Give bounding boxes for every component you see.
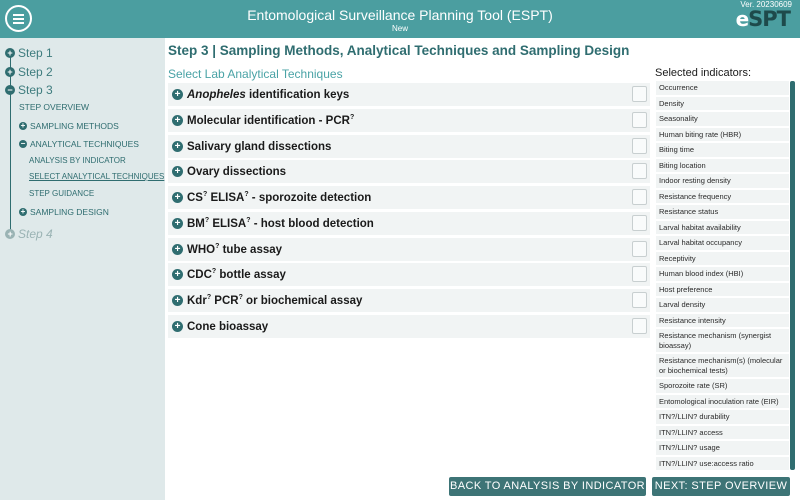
technique-row-cs-elisa[interactable] — [168, 186, 650, 209]
sidebar-analytical-techniques[interactable]: − ANALYTICAL TECHNIQUES — [20, 139, 139, 149]
page-title: Step 3 | Sampling Methods, Analytical Techniques and Sampling Design — [168, 43, 630, 58]
info-icon: ? — [244, 191, 249, 199]
indicator-item: Host preference — [656, 283, 789, 297]
technique-checkbox[interactable] — [632, 86, 647, 102]
technique-label: WHO? tube assay — [187, 243, 283, 256]
expand-icon[interactable]: + — [172, 115, 183, 126]
info-icon: ? — [246, 217, 251, 225]
expand-icon[interactable]: + — [172, 295, 183, 306]
expand-icon[interactable]: + — [172, 166, 183, 177]
expand-icon[interactable]: + — [172, 269, 183, 280]
indicator-item: Resistance frequency — [656, 190, 789, 204]
technique-checkbox[interactable] — [632, 318, 647, 334]
technique-checkbox[interactable] — [632, 266, 647, 282]
plus-icon: + — [5, 229, 15, 239]
technique-row-kdr-pcr[interactable] — [168, 289, 650, 312]
indicator-item: Larval density — [656, 298, 789, 312]
app-subtitle: New — [391, 24, 408, 33]
logo-e: e — [735, 7, 749, 31]
indicator-item: ITN?/LLIN? access — [656, 426, 789, 440]
next-step-overview-button[interactable]: NEXT: STEP OVERVIEW — [652, 477, 790, 496]
minus-icon: − — [5, 85, 15, 95]
plus-icon: + — [20, 207, 26, 216]
indicator-item: ITN?/LLIN? durability — [656, 410, 789, 424]
indicators-scrollbar[interactable] — [790, 81, 795, 470]
info-icon: ? — [349, 114, 355, 122]
indicator-item: ITN?/LLIN? usage — [656, 441, 789, 455]
technique-row-who-tube[interactable] — [168, 238, 650, 261]
indicator-item: Resistance mechanism (synergist bioassay) — [656, 329, 789, 352]
sidebar-step-1[interactable]: + Step 1 — [5, 46, 53, 60]
app-title: Entomological Surveillance Planning Tool (ESPT) — [247, 7, 553, 23]
technique-checkbox[interactable] — [632, 241, 647, 257]
technique-label: CDC? bottle assay — [187, 268, 286, 281]
info-icon: ? — [215, 243, 220, 251]
technique-label: Anopheles identification keys — [187, 88, 350, 101]
expand-icon[interactable]: + — [172, 192, 183, 203]
technique-label: Kdr? PCR? or biochemical assay — [187, 294, 363, 307]
technique-row-cone-bioassay[interactable] — [168, 315, 650, 338]
espt-logo — [736, 7, 790, 31]
indicator-item: Resistance intensity — [656, 314, 789, 328]
expand-icon[interactable]: + — [172, 244, 183, 255]
technique-label: Salivary gland dissections — [187, 140, 332, 153]
technique-checkbox[interactable] — [632, 292, 647, 308]
technique-checkbox[interactable] — [632, 138, 647, 154]
technique-checkbox[interactable] — [632, 215, 647, 231]
back-to-analysis-button[interactable]: BACK TO ANALYSIS BY INDICATOR — [449, 477, 646, 496]
indicator-item: Resistance mechanism(s) (molecular or biochemical tests) — [656, 354, 789, 377]
version-label: Ver. 20230609 — [740, 0, 792, 9]
sidebar-analysis-by-indicator[interactable]: ANALYSIS BY INDICATOR — [29, 156, 126, 165]
sidebar-step-4[interactable]: + Step 4 — [5, 227, 53, 241]
expand-icon[interactable]: + — [172, 141, 183, 152]
indicator-item: Indoor resting density — [656, 174, 789, 188]
section-title: Select Lab Analytical Techniques — [168, 67, 343, 81]
indicator-item: Receptivity — [656, 252, 789, 266]
info-icon: ? — [206, 294, 212, 302]
indicator-item: Entomological inoculation rate (EIR) — [656, 395, 789, 409]
technique-checkbox[interactable] — [632, 189, 647, 205]
indicator-item: Occurrence — [656, 81, 789, 95]
indicator-item: Human biting rate (HBR) — [656, 128, 789, 142]
technique-checkbox[interactable] — [632, 163, 647, 179]
sidebar-select-analytical-techniques[interactable]: SELECT ANALYTICAL TECHNIQUES — [29, 172, 165, 181]
sidebar-step-3[interactable]: − Step 3 — [5, 83, 53, 97]
technique-label: Ovary dissections — [187, 165, 287, 178]
minus-icon: − — [20, 139, 26, 148]
sidebar-step-2[interactable]: + Step 2 — [5, 65, 53, 79]
indicator-item: Seasonality — [656, 112, 789, 126]
technique-checkbox[interactable] — [632, 112, 647, 128]
indicator-item: Larval habitat occupancy — [656, 236, 789, 250]
indicator-item: Resistance status — [656, 205, 789, 219]
info-icon: ? — [211, 268, 217, 276]
info-icon: ? — [202, 191, 208, 199]
technique-row-anopheles-keys[interactable] — [168, 83, 650, 106]
technique-label: Cone bioassay — [187, 320, 269, 333]
expand-icon[interactable]: + — [172, 218, 183, 229]
plus-icon: + — [5, 67, 15, 77]
indicator-item: Biting time — [656, 143, 789, 157]
plus-icon: + — [5, 48, 15, 58]
indicator-item: Larval habitat availability — [656, 221, 789, 235]
technique-row-bm-elisa[interactable] — [168, 212, 650, 235]
plus-icon: + — [20, 121, 26, 130]
technique-row-molecular-pcr[interactable] — [168, 109, 650, 132]
technique-row-salivary-gland[interactable] — [168, 135, 650, 158]
expand-icon[interactable]: + — [172, 89, 183, 100]
technique-row-cdc-bottle[interactable] — [168, 263, 650, 286]
logo-text: SPT — [748, 7, 790, 31]
sidebar-step-overview[interactable]: STEP OVERVIEW — [19, 102, 90, 112]
technique-label: CS? ELISA? - sporozoite detection — [187, 191, 372, 204]
selected-indicators-title: Selected indicators: — [655, 67, 751, 79]
sidebar-sampling-methods[interactable]: + SAMPLING METHODS — [20, 121, 119, 131]
info-icon: ? — [204, 217, 210, 225]
indicator-item: Human blood index (HBI) — [656, 267, 789, 281]
indicator-item: ITN?/LLIN? use:access ratio — [656, 457, 789, 471]
info-icon: ? — [238, 294, 243, 302]
sidebar-step-guidance[interactable]: STEP GUIDANCE — [29, 189, 95, 198]
technique-label: BM? ELISA? - host blood detection — [187, 217, 374, 230]
indicator-item: Density — [656, 97, 789, 111]
indicator-item: Biting location — [656, 159, 789, 173]
selected-indicators-list[interactable] — [656, 81, 789, 470]
indicator-item: Sporozoite rate (SR) — [656, 379, 789, 393]
app-header — [0, 0, 800, 38]
expand-icon[interactable]: + — [172, 321, 183, 332]
technique-row-ovary-dissections[interactable] — [168, 160, 650, 183]
technique-label: Molecular identification - PCR? — [187, 114, 355, 127]
sidebar-sampling-design[interactable]: + SAMPLING DESIGN — [20, 207, 109, 217]
